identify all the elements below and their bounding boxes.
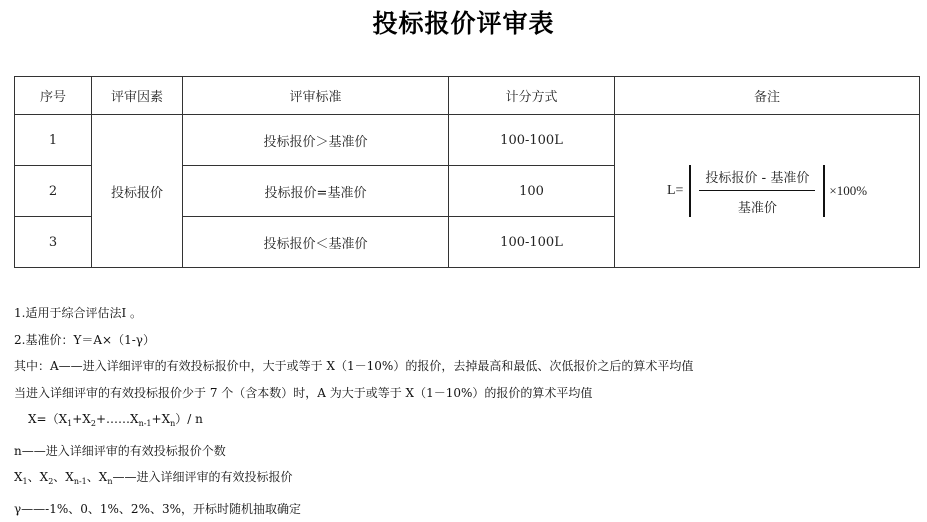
x-formula-part: +X — [72, 412, 91, 426]
header-remarks: 备注 — [615, 77, 920, 115]
header-seq: 序号 — [15, 77, 92, 115]
review-standard: 投标报价＞基准价 — [183, 115, 449, 166]
subscript: 1 — [67, 419, 72, 428]
x-formula-part: ）/ n — [175, 412, 203, 426]
note-gamma-definition: γ——-1%、0、1%、2%、3%，开标时随机抽取确定 — [14, 496, 919, 522]
review-standard: 投标报价=基准价 — [183, 166, 449, 217]
note-a-fewer-bids: 当进入详细评审的有效投标报价少于 7 个（含本数）时，A 为大于或等于 X（1－10%）的报价的算术平均值 — [14, 380, 919, 407]
scoring-method: 100-100L — [449, 115, 615, 166]
subscript: n-1 — [74, 477, 87, 486]
review-standard: 投标报价＜基准价 — [183, 217, 449, 268]
subscript: n — [107, 477, 112, 486]
formula-lhs: L= — [667, 183, 683, 199]
row-number: 2 — [15, 166, 92, 217]
subscript: 1 — [23, 477, 28, 486]
xs-part: 、X — [53, 470, 74, 484]
x-formula-part: +X — [152, 412, 171, 426]
xs-part: 、X — [28, 470, 49, 484]
subscript: n — [170, 419, 175, 428]
x-formula-part: X=（X — [28, 412, 67, 426]
note-n-definition: n——进入详细评审的有效投标报价个数 — [14, 438, 919, 465]
header-scoring: 计分方式 — [449, 77, 615, 115]
formula-numerator: 投标报价 - 基准价 — [699, 167, 815, 191]
abs-bar-right — [823, 165, 825, 217]
deviation-formula — [667, 165, 867, 217]
formula-fraction — [699, 167, 815, 216]
note-x-formula — [14, 406, 919, 438]
page-title: 投标报价评审表 — [0, 4, 927, 40]
subscript: n-1 — [139, 419, 152, 428]
header-factor: 评审因素 — [92, 77, 183, 115]
notes-section — [14, 300, 919, 522]
table-header-row — [15, 77, 920, 115]
row-number: 1 — [15, 115, 92, 166]
scoring-method: 100 — [449, 166, 615, 217]
subscript: 2 — [48, 477, 53, 486]
x-formula-part: +……X — [96, 412, 139, 426]
xs-part: X — [14, 470, 23, 484]
row-number: 3 — [15, 217, 92, 268]
scoring-method: 100-100L — [449, 217, 615, 268]
xs-part: 、X — [87, 470, 108, 484]
note-scope: 1.适用于综合评估法Ⅰ 。 — [14, 300, 919, 327]
remarks-cell — [615, 115, 920, 268]
xs-part: ——进入详细评审的有效投标报价 — [112, 470, 292, 484]
review-factor: 投标报价 — [92, 115, 183, 268]
table-row — [15, 115, 920, 166]
formula-denominator: 基准价 — [738, 191, 777, 216]
note-x-definition — [14, 464, 919, 496]
header-standard: 评审标准 — [183, 77, 449, 115]
subscript: 2 — [91, 419, 96, 428]
formula-rhs: ×100% — [829, 183, 867, 199]
abs-bar-left — [689, 165, 691, 217]
bid-review-table — [14, 76, 920, 268]
note-a-definition: 其中：A——进入详细评审的有效投标报价中，大于或等于 X（1－10%）的报价，去掉最高和最低、次低报价之后的算术平均值 — [14, 353, 919, 380]
note-base-price: 2.基准价：Y＝A×（1-γ） — [14, 327, 919, 354]
